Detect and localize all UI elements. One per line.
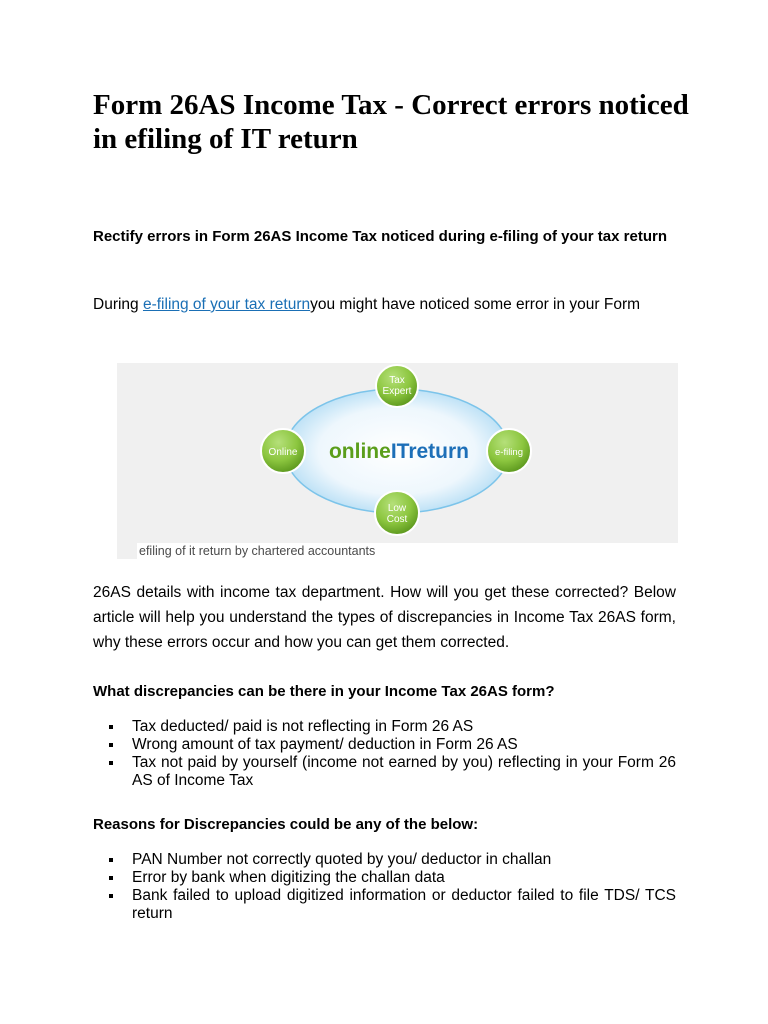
intro-text-after: you might have noticed some error in your Form [310, 296, 641, 313]
list-item [93, 754, 676, 790]
online-it-return-logo [329, 440, 469, 463]
online-circle [261, 429, 305, 473]
low-cost-label-1: Low [387, 503, 407, 514]
body-paragraph: 26AS details with income tax department. How will you get these corrected? Below article will help you understand the types of discrepancies in Income Tax 26AS form, why these errors occur and how you can get them corrected. [93, 584, 676, 651]
intro-text-before: During [93, 296, 143, 313]
bullet-marker [109, 743, 113, 747]
bullet-marker [109, 894, 113, 898]
reasons-heading: Reasons for Discrepancies could be any of the below: [93, 816, 479, 833]
discrepancies-heading: What discrepancies can be there in your Income Tax 26AS form? [93, 683, 555, 700]
low-cost-circle [375, 491, 419, 535]
efiling-circle [487, 429, 531, 473]
intro-paragraph [93, 292, 676, 317]
efiling-tax-return-link[interactable]: e-filing of your tax return [142, 296, 311, 313]
figure-caption: efiling of it return by chartered accountants [137, 543, 678, 559]
reasons-list [93, 851, 676, 923]
list-item-text: Tax deducted/ paid is not reflecting in Form 26 AS [132, 718, 474, 735]
efiling-label: e-filing [495, 447, 523, 458]
tax-expert-circle [376, 365, 418, 407]
bullet-marker [109, 761, 113, 765]
list-item-text: PAN Number not correctly quoted by you/ deductor in challan [132, 851, 552, 868]
discrepancies-list [93, 718, 676, 790]
online-label: Online [268, 447, 298, 458]
bullet-marker [109, 858, 113, 862]
list-item-text: Wrong amount of tax payment/ deduction in Form 26 AS [132, 736, 518, 753]
logo-text-online: online [328, 440, 391, 463]
list-item-text: Error by bank when digitizing the challan data [132, 869, 445, 886]
list-item [93, 869, 676, 887]
logo-text-itreturn: ITreturn [390, 440, 470, 463]
list-item [93, 736, 676, 754]
online-it-return-figure [117, 363, 678, 559]
article-subheading: Rectify errors in Form 26AS Income Tax noticed during e-filing of your tax return [93, 228, 667, 245]
tax-expert-label-2: Expert [382, 386, 412, 397]
low-cost-label-2: Cost [386, 514, 408, 525]
list-item-text: Bank failed to upload digitized information or deductor failed to file TDS/ TCS return [132, 887, 676, 922]
list-item [93, 887, 676, 923]
page-title: Form 26AS Income Tax - Correct errors noticed in efiling of IT return [93, 89, 689, 155]
list-item [93, 718, 676, 736]
bullet-marker [109, 725, 113, 729]
tax-expert-label-1: Tax [389, 375, 405, 386]
bullet-marker [109, 876, 113, 880]
list-item [93, 851, 676, 869]
figure-graphic [117, 363, 678, 559]
list-item-text: Tax not paid by yourself (income not earned by you) reflecting in your Form 26 AS of Income Tax [132, 754, 676, 789]
